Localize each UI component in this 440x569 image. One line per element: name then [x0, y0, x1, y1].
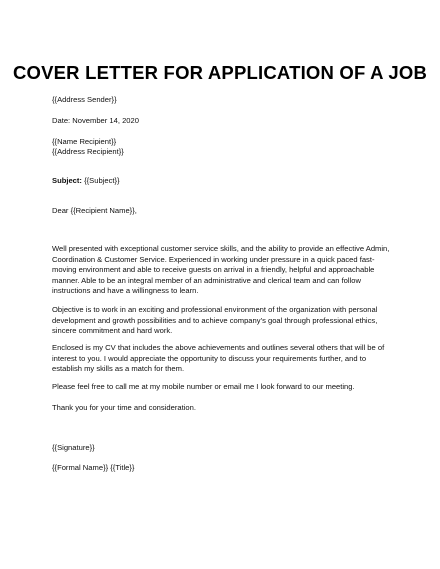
paragraph-experience: Well presented with exceptional customer service skills, and the ability to provide an effective Admin, Coordination & Customer Service. Experienced in working under pressure in a quick paced fast-moving environment and able to receive guests on arrival in a friendly, helpful and approachable manner. Able to be an integral member of an administrative and clerical team and can follow instructions and have a willingness to learn. — [52, 244, 390, 295]
recipient-address: {{Address Recipient}} — [52, 147, 124, 156]
subject-line — [52, 176, 120, 187]
paragraph-objective: Objective is to work in an exciting and professional environment of the organization with personal development and growth possibilities and to achieve company’s goal through professional ethics, sincere commitment and hard work. — [52, 305, 378, 335]
salutation: Dear {{Recipient Name}}, — [52, 206, 137, 215]
subject-value: {{Subject}} — [81, 176, 120, 185]
sender-address: {{Address Sender}} — [52, 95, 117, 104]
paragraph-thanks: Thank you for your time and consideration. — [52, 403, 196, 412]
letter-date: Date: November 14, 2020 — [52, 116, 139, 125]
subject-label: Subject: — [52, 176, 82, 185]
paragraph-cv: Enclosed is my CV that includes the above achievements and outlines several others that will be of interest to you. I would appreciate the opportunity to discuss your requirements further, and to establish my skills as a match for them. — [52, 343, 385, 373]
letter-title: COVER LETTER FOR APPLICATION OF A JOB — [12, 62, 428, 83]
formal-name-title: {{Formal Name}} {{Title}} — [52, 463, 135, 472]
recipient-name: {{Name Recipient}} — [52, 137, 117, 146]
signature: {{Signature}} — [52, 443, 95, 452]
paragraph-contact: Please feel free to call me at my mobile number or email me I look forward to our meeting. — [52, 382, 355, 391]
